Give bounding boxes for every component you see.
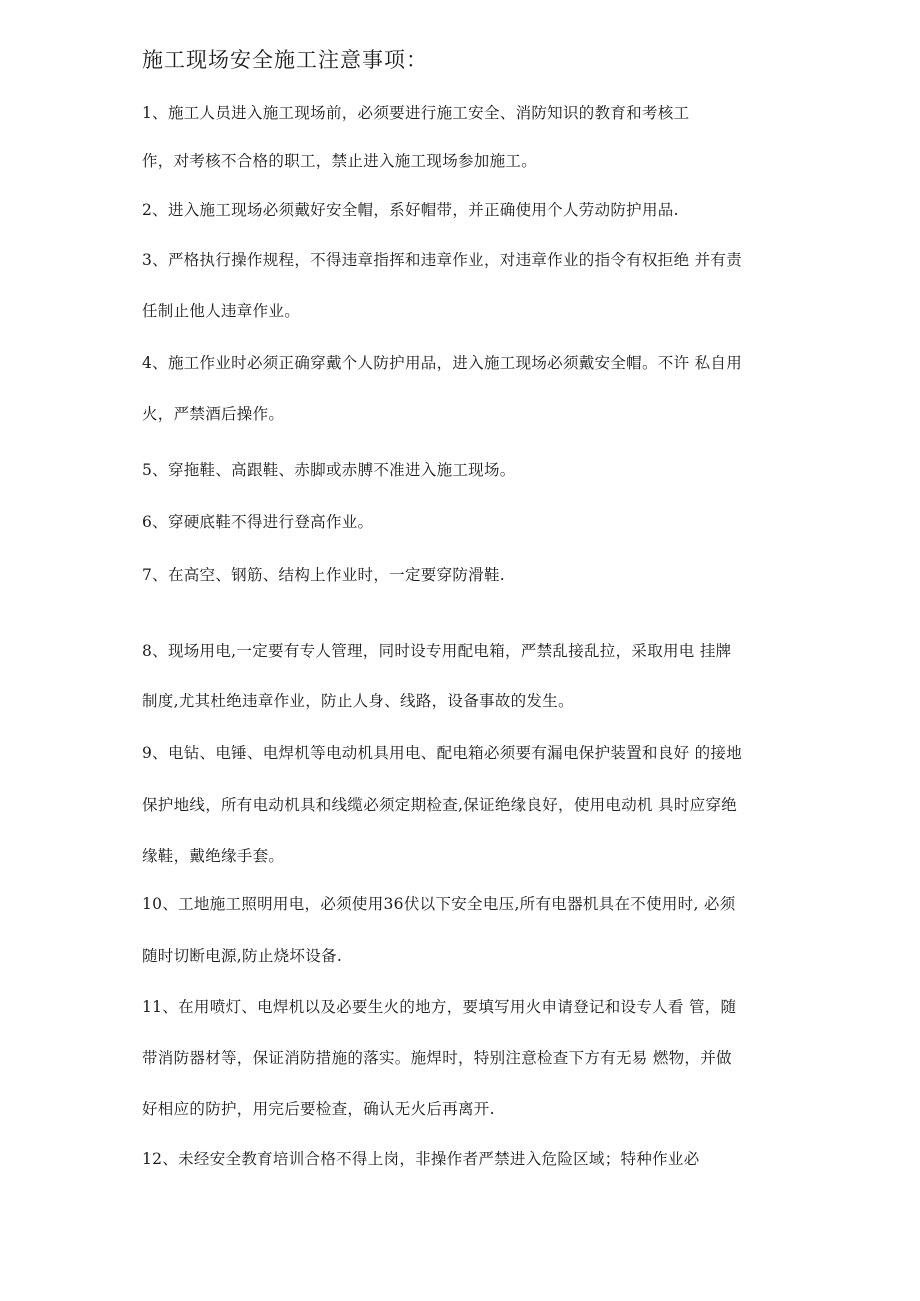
text-line: 11、在用喷灯、电焊机以及必要生火的地方，要填写用火申请登记和设专人看 管，随 [142, 998, 737, 1016]
text-line: 作，对考核不合格的职工，禁止进入施工现场参加施工。 [142, 152, 538, 170]
text-line: 任制止他人违章作业。 [142, 302, 301, 320]
text-line: 好相应的防护，用完后要检查，确认无火后再离开. [142, 1100, 495, 1118]
text-line: 10、工地施工照明用电，必须使用36伏以下安全电压,所有电器机具在不使用时, 必须 [142, 895, 736, 913]
text-line: 带消防器材等，保证消防措施的落实。施焊时，特别注意检查下方有无易 燃物，并做 [142, 1049, 732, 1067]
text-line: 4、施工作业时必须正确穿戴个人防护用品，进入施工现场必须戴安全帽。不许 私自用 [142, 354, 742, 372]
text-line: 火，严禁酒后操作。 [142, 405, 285, 423]
text-line: 2、进入施工现场必须戴好安全帽，系好帽带，并正确使用个人劳动防护用品. [142, 201, 679, 219]
page-title: 施工现场安全施工注意事项： [142, 48, 428, 72]
text-line: 1、施工人员进入施工现场前，必须要进行施工安全、消防知识的教育和考核工 [142, 104, 690, 122]
text-line: 7、在高空、钢筋、结构上作业时，一定要穿防滑鞋. [142, 566, 505, 584]
text-line: 5、穿拖鞋、高跟鞋、赤脚或赤膊不准进入施工现场。 [142, 461, 516, 479]
text-line: 随时切断电源,防止烧坏设备. [142, 947, 343, 965]
text-line: 12、未经安全教育培训合格不得上岗，非操作者严禁进入危险区域；特种作业必 [142, 1150, 700, 1168]
text-line: 缘鞋，戴绝缘手套。 [142, 847, 285, 865]
text-line: 保护地线，所有电动机具和线缆必须定期检查,保证绝缘良好，使用电动机 具时应穿绝 [142, 796, 738, 814]
text-line: 制度,尤其杜绝违章作业，防止人身、线路，设备事故的发生。 [142, 692, 574, 710]
text-line: 3、严格执行操作规程，不得违章指挥和违章作业，对违章作业的指令有权拒绝 并有责 [142, 251, 742, 269]
text-line: 8、现场用电,一定要有专人管理，同时设专用配电箱，严禁乱接乱拉，采取用电 挂牌 [142, 642, 732, 660]
text-line: 9、电钻、电锤、电焊机等电动机具用电、配电箱必须要有漏电保护装置和良好 的接地 [142, 744, 742, 762]
text-line: 6、穿硬底鞋不得进行登高作业。 [142, 513, 374, 531]
